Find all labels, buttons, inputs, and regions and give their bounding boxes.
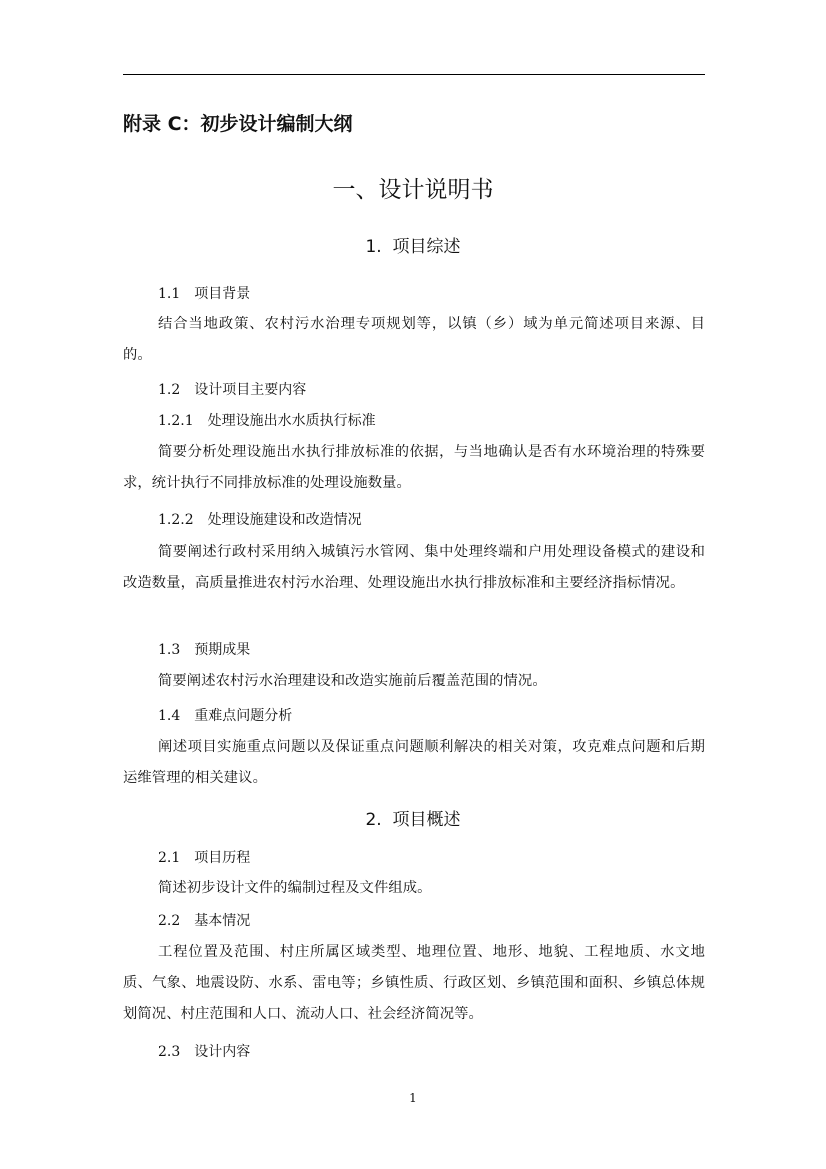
heading-number: 1.2 (158, 382, 181, 398)
section-1-heading (0, 232, 826, 257)
heading-1-2-2 (158, 509, 362, 529)
paragraph-1-4: 阐述项目实施重点问题以及保证重点问题顺利解决的相关对策，攻克难点问题和后期运维管理的相关建议。 (123, 739, 705, 786)
paragraph-1-2-1: 简要分析处理设施出水执行排放标准的依据，与当地确认是否有水环境治理的特殊要求，统计执行不同排放标准的处理设施数量。 (123, 444, 705, 491)
heading-number: 2.2 (158, 913, 181, 929)
heading-number: 1.3 (158, 642, 181, 658)
paragraph-2-1: 简述初步设计文件的编制过程及文件组成。 (158, 880, 432, 896)
heading-1-3 (158, 639, 250, 659)
section-title: 项目概述 (392, 810, 461, 830)
section-number: 2. (365, 810, 382, 830)
document-title: 一、设计说明书 (332, 177, 494, 203)
heading-2-2 (158, 910, 250, 930)
heading-text: 预期成果 (194, 642, 251, 658)
heading-text: 设计内容 (194, 1044, 251, 1060)
appendix-title: 附录 C：初步设计编制大纲 (123, 113, 353, 135)
heading-1-2-1 (158, 410, 376, 430)
heading-text: 项目历程 (194, 850, 251, 866)
heading-number: 2.3 (158, 1044, 181, 1060)
heading-number: 1.4 (158, 708, 181, 724)
heading-text: 设计项目主要内容 (194, 382, 307, 398)
section-number: 1. (365, 237, 382, 257)
section-2-heading (0, 805, 826, 830)
heading-number: 1.2.2 (158, 512, 194, 528)
heading-1-1 (158, 283, 250, 303)
section-title: 项目综述 (392, 237, 461, 257)
heading-text: 项目背景 (194, 286, 251, 302)
heading-text: 处理设施出水水质执行标准 (207, 413, 376, 429)
paragraph-1-3: 简要阐述农村污水治理建设和改造实施前后覆盖范围的情况。 (158, 673, 547, 689)
paragraph-2-2: 工程位置及范围、村庄所属区域类型、地理位置、地形、地貌、工程地质、水文地质、气象、地震设防、水系、雷电等；乡镇性质、行政区划、乡镇范围和面积、乡镇总体规划简况、村庄范围和人口、流动人口、社会经济简况等。 (123, 944, 705, 1022)
heading-number: 2.1 (158, 850, 181, 866)
paragraph-1-1: 结合当地政策、农村污水治理专项规划等，以镇（乡）域为单元简述项目来源、目的。 (123, 316, 705, 363)
heading-1-4 (158, 705, 292, 725)
heading-2-1 (158, 847, 250, 867)
heading-number: 1.1 (158, 286, 181, 302)
heading-text: 基本情况 (194, 913, 251, 929)
heading-number: 1.2.1 (158, 413, 194, 429)
heading-2-3 (158, 1041, 250, 1061)
header-rule (123, 74, 705, 75)
heading-text: 重难点问题分析 (194, 708, 293, 724)
paragraph-1-2-2: 简要阐述行政村采用纳入城镇污水管网、集中处理终端和户用处理设备模式的建设和改造数量，高质量推进农村污水治理、处理设施出水执行排放标准和主要经济指标情况。 (123, 544, 705, 591)
heading-text: 处理设施建设和改造情况 (207, 512, 362, 528)
page-number: 1 (409, 1091, 417, 1105)
heading-1-2 (158, 379, 306, 399)
